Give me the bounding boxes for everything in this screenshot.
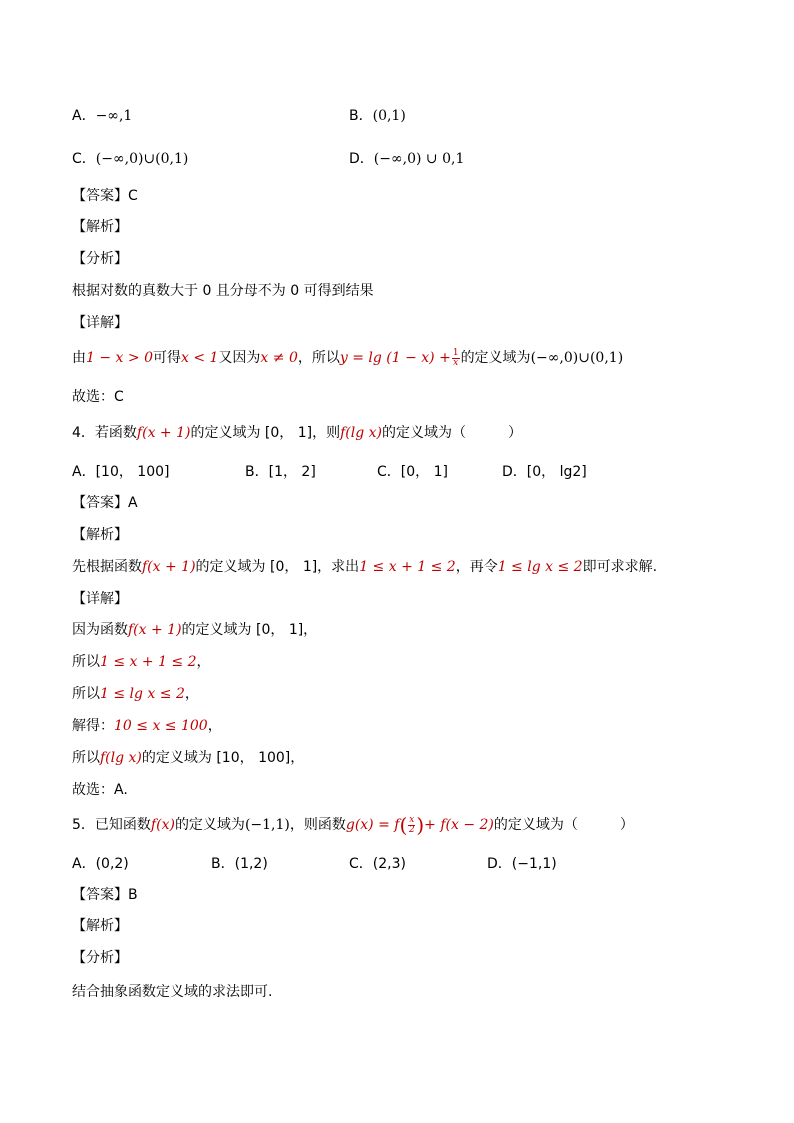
text: 5．已知函数	[72, 817, 151, 833]
q3-option-d	[349, 149, 464, 169]
option-value: (−∞,0)∪(0,1)	[95, 151, 189, 167]
text: 又因为	[218, 350, 261, 366]
q3-fenxi-text: 根据对数的真数大于 0 且分母不为 0 可得到结果	[72, 283, 374, 299]
text: 所以	[72, 686, 100, 702]
text: 因为函数	[72, 622, 128, 638]
q4-analysis-text	[72, 557, 657, 577]
text: 所以	[72, 654, 100, 670]
fraction-denominator: 2	[408, 824, 415, 835]
option-value: (0,1)	[372, 108, 406, 124]
q5-option-d: D．(−1,1)	[487, 856, 557, 872]
paren: )	[416, 813, 425, 837]
text: 可得	[152, 350, 181, 366]
text: ，所以	[297, 350, 340, 366]
math: g(x) = f	[345, 817, 400, 833]
math: f(x + 1)	[142, 559, 196, 575]
q5-answer: 【答案】B	[72, 887, 138, 903]
q3-choose: 故选：C	[72, 389, 124, 405]
q4-option-a: A．[10， 100]	[72, 464, 170, 480]
text: ，	[196, 654, 211, 670]
q4-detail-line-2	[72, 652, 211, 672]
q4-detail-heading: 【详解】	[72, 591, 128, 607]
option-value: (−∞,0) ∪ 0,1	[373, 151, 465, 167]
q4-stem	[72, 423, 522, 443]
q5-option-a: A．(0,2)	[72, 856, 129, 872]
fraction-denominator: x	[453, 357, 459, 368]
q3-fenxi-heading: 【分析】	[72, 251, 128, 267]
text: 解得：	[72, 718, 114, 734]
text: 的定义域为（	[382, 425, 466, 441]
text: ，	[184, 686, 199, 702]
fraction-numerator: x	[409, 814, 415, 825]
q4-analysis-heading: 【解析】	[72, 527, 128, 543]
text: 先根据函数	[72, 559, 142, 575]
text: 的定义域为	[460, 350, 531, 366]
text: ，则函数	[289, 817, 346, 833]
option-label: C．	[72, 151, 96, 167]
option-value: −∞,1	[95, 108, 133, 124]
math: 1 ≤ x + 1 ≤ 2	[359, 559, 456, 575]
math: x ≠ 0	[260, 350, 298, 366]
math: (−1,1)	[244, 817, 290, 833]
option-label: B．	[349, 108, 373, 124]
text: ，再令	[455, 559, 498, 575]
option-label: A．	[72, 108, 96, 124]
text: 的定义域为 [0， 1]，则	[190, 425, 341, 441]
math: 1 − x > 0	[86, 350, 153, 366]
math: 10 ≤ x ≤ 100	[114, 718, 208, 734]
q5-option-c: C．(2,3)	[349, 856, 406, 872]
q4-detail-line-4	[72, 716, 222, 736]
text: 的定义域为 [0， 1]，求出	[195, 559, 360, 575]
text: 所以	[72, 750, 100, 766]
paren: (	[399, 813, 408, 837]
math: f(x + 1)	[136, 425, 191, 441]
math: f(lg x)	[340, 425, 382, 441]
q4-option-c: C．[0， 1]	[377, 464, 448, 480]
text: ）	[619, 817, 634, 833]
q4-choose: 故选：A.	[72, 782, 128, 798]
q4-detail-line-5	[72, 748, 304, 768]
q5-stem	[72, 815, 634, 835]
q3-answer: 【答案】C	[72, 188, 138, 204]
q4-detail-line-3	[72, 684, 199, 704]
q4-option-d: D．[0， lg2]	[502, 464, 587, 480]
math: x < 1	[180, 350, 219, 366]
math: (−∞,0)∪(0,1)	[530, 350, 624, 366]
q3-detail-line	[72, 348, 623, 368]
q3-option-c	[72, 149, 188, 169]
math: y = lg (1 − x) +	[339, 350, 451, 366]
text: 的定义域为 [10， 100]，	[141, 750, 305, 766]
math: 1 ≤ lg x ≤ 2	[100, 686, 185, 702]
fraction	[452, 349, 460, 368]
q5-fenxi-heading: 【分析】	[72, 950, 128, 966]
math: f(x)	[150, 817, 175, 833]
text: 的定义域为（	[493, 817, 578, 833]
math: 1 ≤ lg x ≤ 2	[497, 559, 583, 575]
q4-detail-line-1	[72, 620, 317, 640]
math: + f(x − 2)	[424, 817, 494, 833]
text: 由	[72, 350, 86, 366]
q5-analysis-heading: 【解析】	[72, 918, 128, 934]
fraction	[408, 816, 415, 835]
option-label: D．	[349, 151, 374, 167]
text: 即可求求解.	[582, 559, 658, 575]
q3-option-b	[349, 106, 406, 126]
q4-answer: 【答案】A	[72, 495, 138, 511]
text: 4．若函数	[72, 425, 137, 441]
math: 1 ≤ x + 1 ≤ 2	[100, 654, 197, 670]
math: f(lg x)	[100, 750, 142, 766]
fraction-numerator: 1	[452, 347, 459, 358]
q3-option-a	[72, 106, 132, 126]
q5-fenxi-text: 结合抽象函数定义域的求法即可.	[72, 984, 273, 1000]
q3-analysis-heading: 【解析】	[72, 219, 128, 235]
text: 的定义域为	[174, 817, 245, 833]
text: 的定义域为 [0， 1]，	[181, 622, 318, 638]
math: f(x + 1)	[128, 622, 182, 638]
q3-detail-heading: 【详解】	[72, 315, 128, 331]
text: ，	[207, 718, 222, 734]
q5-option-b: B．(1,2)	[211, 856, 268, 872]
text: ）	[508, 425, 522, 441]
q4-option-b: B．[1， 2]	[245, 464, 316, 480]
